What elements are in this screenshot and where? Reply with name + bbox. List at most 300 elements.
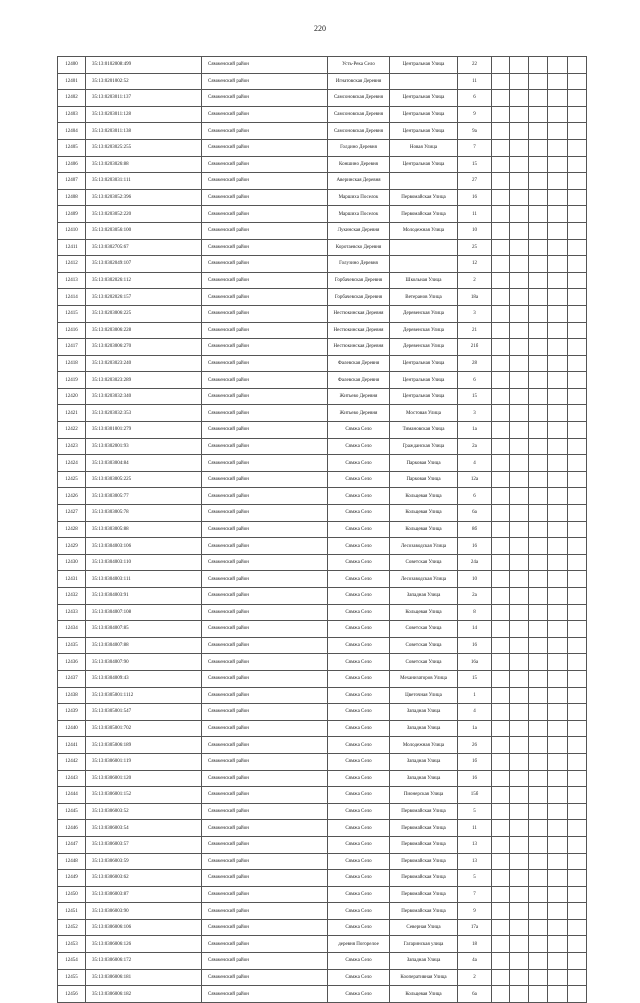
row-number-cell: 12448 [58,853,86,870]
empty-cell [529,256,548,273]
house-number-cell: 21б [458,339,492,356]
district-cell: Сямженский район [202,654,328,671]
house-number-cell: 9 [458,903,492,920]
empty-cell [492,488,510,505]
empty-cell [492,123,510,140]
cadastral-number-cell: 35:13:0303005:225 [86,471,202,488]
cadastral-number-cell: 35:13:0203023:289 [86,372,202,389]
empty-cell [529,986,548,1003]
house-number-cell: 6 [458,90,492,107]
district-cell: Сямженский район [202,753,328,770]
empty-cell [529,222,548,239]
empty-cell [492,953,510,970]
empty-cell [548,256,568,273]
empty-cell [548,322,568,339]
cadastral-number-cell: 35:13:0302049:107 [86,256,202,273]
house-number-cell: 24а [458,554,492,571]
street-cell: Кольцевая Улица [390,488,458,505]
row-number-cell: 12404 [58,123,86,140]
district-cell: Сямженский район [202,322,328,339]
cadastral-number-cell: 35:13:0305001:702 [86,720,202,737]
street-cell: Центральная Улица [390,123,458,140]
empty-cell [510,704,529,721]
empty-cell [529,322,548,339]
empty-cell [568,803,587,820]
empty-cell [510,123,529,140]
cadastral-number-cell: 35:13:0306006:182 [86,986,202,1003]
street-cell: Первомайская Улица [390,206,458,223]
empty-cell [568,139,587,156]
street-cell [390,173,458,190]
street-cell: Первомайская Улица [390,836,458,853]
settlement-cell: Сямжа Село [328,471,390,488]
empty-cell [568,986,587,1003]
empty-cell [568,57,587,74]
empty-cell [492,604,510,621]
table-row [58,538,587,555]
district-cell: Сямженский район [202,206,328,223]
street-cell: Кольцевая Улица [390,521,458,538]
empty-cell [568,637,587,654]
district-cell: Сямженский район [202,355,328,372]
empty-cell [529,106,548,123]
empty-cell [548,903,568,920]
empty-cell [568,156,587,173]
empty-cell [510,886,529,903]
empty-cell [568,538,587,555]
empty-cell [510,189,529,206]
house-number-cell: 6а [458,986,492,1003]
house-number-cell: 3 [458,305,492,322]
empty-cell [548,422,568,439]
empty-cell [510,621,529,638]
district-cell: Сямженский район [202,339,328,356]
empty-cell [492,438,510,455]
empty-cell [529,505,548,522]
cadastral-number-cell: 35:13:0203006:228 [86,322,202,339]
empty-cell [529,936,548,953]
district-cell: Сямженский район [202,820,328,837]
table-row [58,471,587,488]
empty-cell [548,820,568,837]
row-number-cell: 12423 [58,438,86,455]
house-number-cell: 10 [458,571,492,588]
district-cell: Сямженский район [202,687,328,704]
table-row [58,953,587,970]
district-cell: Сямженский район [202,554,328,571]
empty-cell [492,505,510,522]
empty-cell [568,90,587,107]
district-cell: Сямженский район [202,670,328,687]
empty-cell [548,372,568,389]
district-cell: Сямженский район [202,173,328,190]
row-number-cell: 12412 [58,256,86,273]
settlement-cell: Сямжа Село [328,886,390,903]
table-row [58,571,587,588]
empty-cell [548,704,568,721]
empty-cell [510,106,529,123]
cadastral-number-cell: 35:13:0304007:90 [86,654,202,671]
district-cell: Сямженский район [202,704,328,721]
settlement-cell: Сямжа Село [328,438,390,455]
settlement-cell: Сямжа Село [328,737,390,754]
empty-cell [529,770,548,787]
cadastral-number-cell: 35:13:0306003:90 [86,903,202,920]
street-cell: Западная Улица [390,770,458,787]
table-row [58,488,587,505]
empty-cell [548,272,568,289]
empty-cell [510,720,529,737]
district-cell: Сямженский район [202,588,328,605]
cadastral-number-cell: 35:13:0304003:111 [86,571,202,588]
empty-cell [510,289,529,306]
empty-cell [568,621,587,638]
row-number-cell: 12438 [58,687,86,704]
empty-cell [529,737,548,754]
settlement-cell: Фалевская Деревня [328,372,390,389]
empty-cell [568,422,587,439]
house-number-cell: 4 [458,704,492,721]
settlement-cell: Сямжа Село [328,455,390,472]
district-cell: Сямженский район [202,936,328,953]
district-cell: Сямженский район [202,305,328,322]
settlement-cell: Сямжа Село [328,953,390,970]
empty-cell [529,488,548,505]
empty-cell [492,521,510,538]
cadastral-number-cell: 35:13:0303004:84 [86,455,202,472]
empty-cell [529,753,548,770]
empty-cell [529,571,548,588]
house-number-cell: 11 [458,73,492,90]
cadastral-number-cell: 35:13:0203032:340 [86,388,202,405]
empty-cell [510,670,529,687]
empty-cell [568,903,587,920]
street-cell [390,239,458,256]
row-number-cell: 12433 [58,604,86,621]
empty-cell [548,554,568,571]
table-row [58,256,587,273]
table-row [58,289,587,306]
empty-cell [548,870,568,887]
street-cell: Школьная Улица [390,272,458,289]
cadastral-number-cell: 35:13:0306003:57 [86,836,202,853]
empty-cell [510,488,529,505]
empty-cell [529,836,548,853]
empty-cell [548,803,568,820]
row-number-cell: 12427 [58,505,86,522]
empty-cell [492,588,510,605]
row-number-cell: 12415 [58,305,86,322]
empty-cell [529,704,548,721]
district-cell: Сямженский район [202,903,328,920]
district-cell: Сямженский район [202,106,328,123]
row-number-cell: 12416 [58,322,86,339]
cadastral-number-cell: 35:13:0306001:119 [86,753,202,770]
street-cell: Центральная Улица [390,156,458,173]
table-row [58,936,587,953]
cadastral-number-cell: 35:13:0102008:499 [86,57,202,74]
empty-cell [510,538,529,555]
empty-cell [568,670,587,687]
empty-cell [568,853,587,870]
empty-cell [568,588,587,605]
row-number-cell: 12407 [58,173,86,190]
settlement-cell: Сямжа Село [328,488,390,505]
district-cell: Сямженский район [202,471,328,488]
empty-cell [492,206,510,223]
house-number-cell: 16 [458,189,492,206]
empty-cell [510,836,529,853]
empty-cell [492,322,510,339]
street-cell: Первомайская Улица [390,870,458,887]
table-row [58,637,587,654]
street-cell: Кольцевая Улица [390,604,458,621]
empty-cell [492,272,510,289]
settlement-cell: Самсоновская Деревня [328,123,390,140]
empty-cell [568,571,587,588]
cadastral-number-cell: 35:13:0304007:108 [86,604,202,621]
table-row [58,836,587,853]
cadastral-number-cell: 35:13:0202026:157 [86,289,202,306]
table-row [58,222,587,239]
row-number-cell: 12410 [58,222,86,239]
empty-cell [548,670,568,687]
empty-cell [568,687,587,704]
empty-cell [529,969,548,986]
empty-cell [510,272,529,289]
empty-cell [529,853,548,870]
table-row [58,870,587,887]
street-cell: Ветеранов Улица [390,289,458,306]
empty-cell [548,654,568,671]
table-row [58,737,587,754]
empty-cell [492,903,510,920]
empty-cell [548,521,568,538]
street-cell: Западная Улица [390,953,458,970]
empty-cell [548,571,568,588]
empty-cell [492,222,510,239]
settlement-cell: Сямжа Село [328,853,390,870]
cadastral-number-cell: 35:13:0306006:181 [86,969,202,986]
empty-cell [548,936,568,953]
district-cell: Сямженский район [202,57,328,74]
cadastral-number-cell: 35:13:0306003:87 [86,886,202,903]
empty-cell [510,753,529,770]
street-cell: Центральная Улица [390,355,458,372]
district-cell: Сямженский район [202,803,328,820]
empty-cell [568,770,587,787]
house-number-cell: 18а [458,289,492,306]
district-cell: Сямженский район [202,853,328,870]
empty-cell [529,903,548,920]
house-number-cell: 16 [458,770,492,787]
table-row [58,388,587,405]
street-cell: Советская Улица [390,554,458,571]
empty-cell [492,753,510,770]
district-cell: Сямженский район [202,571,328,588]
empty-cell [492,156,510,173]
cadastral-number-cell: 35:13:0201002:52 [86,73,202,90]
settlement-cell: Сямжа Село [328,919,390,936]
empty-cell [529,886,548,903]
district-cell: Сямженский район [202,388,328,405]
district-cell: Сямженский район [202,787,328,804]
table-row [58,206,587,223]
empty-cell [510,770,529,787]
empty-cell [492,770,510,787]
street-cell: Пионерская Улица [390,787,458,804]
district-cell: Сямженский район [202,538,328,555]
empty-cell [510,173,529,190]
empty-cell [510,156,529,173]
empty-cell [529,355,548,372]
empty-cell [548,919,568,936]
settlement-cell: Сямжа Село [328,654,390,671]
table-row [58,720,587,737]
empty-cell [510,305,529,322]
table-row [58,455,587,472]
house-number-cell: 2а [458,438,492,455]
empty-cell [568,455,587,472]
empty-cell [548,388,568,405]
street-cell: Первомайская Улица [390,903,458,920]
empty-cell [529,637,548,654]
table-row [58,505,587,522]
empty-cell [492,471,510,488]
empty-cell [510,388,529,405]
empty-cell [492,654,510,671]
empty-cell [510,455,529,472]
table-row [58,521,587,538]
row-number-cell: 12418 [58,355,86,372]
empty-cell [510,820,529,837]
street-cell: Центральная Улица [390,90,458,107]
cadastral-number-cell: 35:13:0203011:137 [86,90,202,107]
district-cell: Сямженский район [202,438,328,455]
empty-cell [548,621,568,638]
empty-cell [529,239,548,256]
settlement-cell: Сямжа Село [328,803,390,820]
street-cell: Первомайская Улица [390,189,458,206]
empty-cell [548,886,568,903]
empty-cell [568,388,587,405]
street-cell: Центральная Улица [390,57,458,74]
empty-cell [568,953,587,970]
cadastral-number-cell: 35:13:0303005:88 [86,521,202,538]
cadastral-number-cell: 35:13:0305006:189 [86,737,202,754]
row-number-cell: 12451 [58,903,86,920]
cadastral-number-cell: 35:13:0203011:138 [86,123,202,140]
empty-cell [492,870,510,887]
empty-cell [568,206,587,223]
empty-cell [492,422,510,439]
street-cell: Парковая Улица [390,455,458,472]
empty-cell [492,256,510,273]
street-cell: Советская Улица [390,621,458,638]
house-number-cell: 12 [458,256,492,273]
district-cell: Сямженский район [202,953,328,970]
district-cell: Сямженский район [202,156,328,173]
street-cell: Центральная Улица [390,106,458,123]
empty-cell [492,737,510,754]
empty-cell [529,455,548,472]
house-number-cell: 16 [458,538,492,555]
street-cell: Советская Улица [390,654,458,671]
district-cell: Сямженский район [202,488,328,505]
settlement-cell: Сямжа Село [328,571,390,588]
empty-cell [568,256,587,273]
cadastral-number-cell: 35:13:0302026:112 [86,272,202,289]
empty-cell [529,720,548,737]
house-number-cell: 15 [458,388,492,405]
empty-cell [510,654,529,671]
empty-cell [568,189,587,206]
house-number-cell: 2 [458,272,492,289]
empty-cell [529,803,548,820]
empty-cell [529,654,548,671]
empty-cell [492,405,510,422]
empty-cell [529,388,548,405]
house-number-cell: 10 [458,222,492,239]
house-number-cell: 9а [458,123,492,140]
empty-cell [492,538,510,555]
empty-cell [568,505,587,522]
settlement-cell: деревня Погорелое [328,936,390,953]
district-cell: Сямженский район [202,272,328,289]
row-number-cell: 12430 [58,554,86,571]
empty-cell [529,206,548,223]
cadastral-number-cell: 35:13:0203031:111 [86,173,202,190]
house-number-cell: 15 [458,156,492,173]
empty-cell [510,853,529,870]
district-cell: Сямженский район [202,256,328,273]
empty-cell [568,222,587,239]
empty-cell [529,272,548,289]
empty-cell [548,239,568,256]
row-number-cell: 12414 [58,289,86,306]
empty-cell [529,422,548,439]
district-cell: Сямженский район [202,919,328,936]
settlement-cell: Нестюкинская Деревня [328,322,390,339]
row-number-cell: 12454 [58,953,86,970]
row-number-cell: 12400 [58,57,86,74]
row-number-cell: 12408 [58,189,86,206]
house-number-cell: 6 [458,372,492,389]
row-number-cell: 12424 [58,455,86,472]
district-cell: Сямженский район [202,604,328,621]
empty-cell [548,206,568,223]
settlement-cell: Сямжа Село [328,787,390,804]
empty-cell [548,339,568,356]
house-number-cell: 1а [458,422,492,439]
empty-cell [529,305,548,322]
street-cell: Тимановская Улица [390,422,458,439]
house-number-cell: 11 [458,206,492,223]
street-cell: Деревенская Улица [390,322,458,339]
empty-cell [510,422,529,439]
cadastral-number-cell: 35:13:0203052:396 [86,189,202,206]
empty-cell [510,986,529,1003]
street-cell: Деревенская Улица [390,339,458,356]
street-cell: Молодежная Улица [390,737,458,754]
table-row [58,123,587,140]
empty-cell [568,836,587,853]
table-row [58,272,587,289]
empty-cell [548,222,568,239]
empty-cell [492,90,510,107]
empty-cell [492,853,510,870]
row-number-cell: 12406 [58,156,86,173]
